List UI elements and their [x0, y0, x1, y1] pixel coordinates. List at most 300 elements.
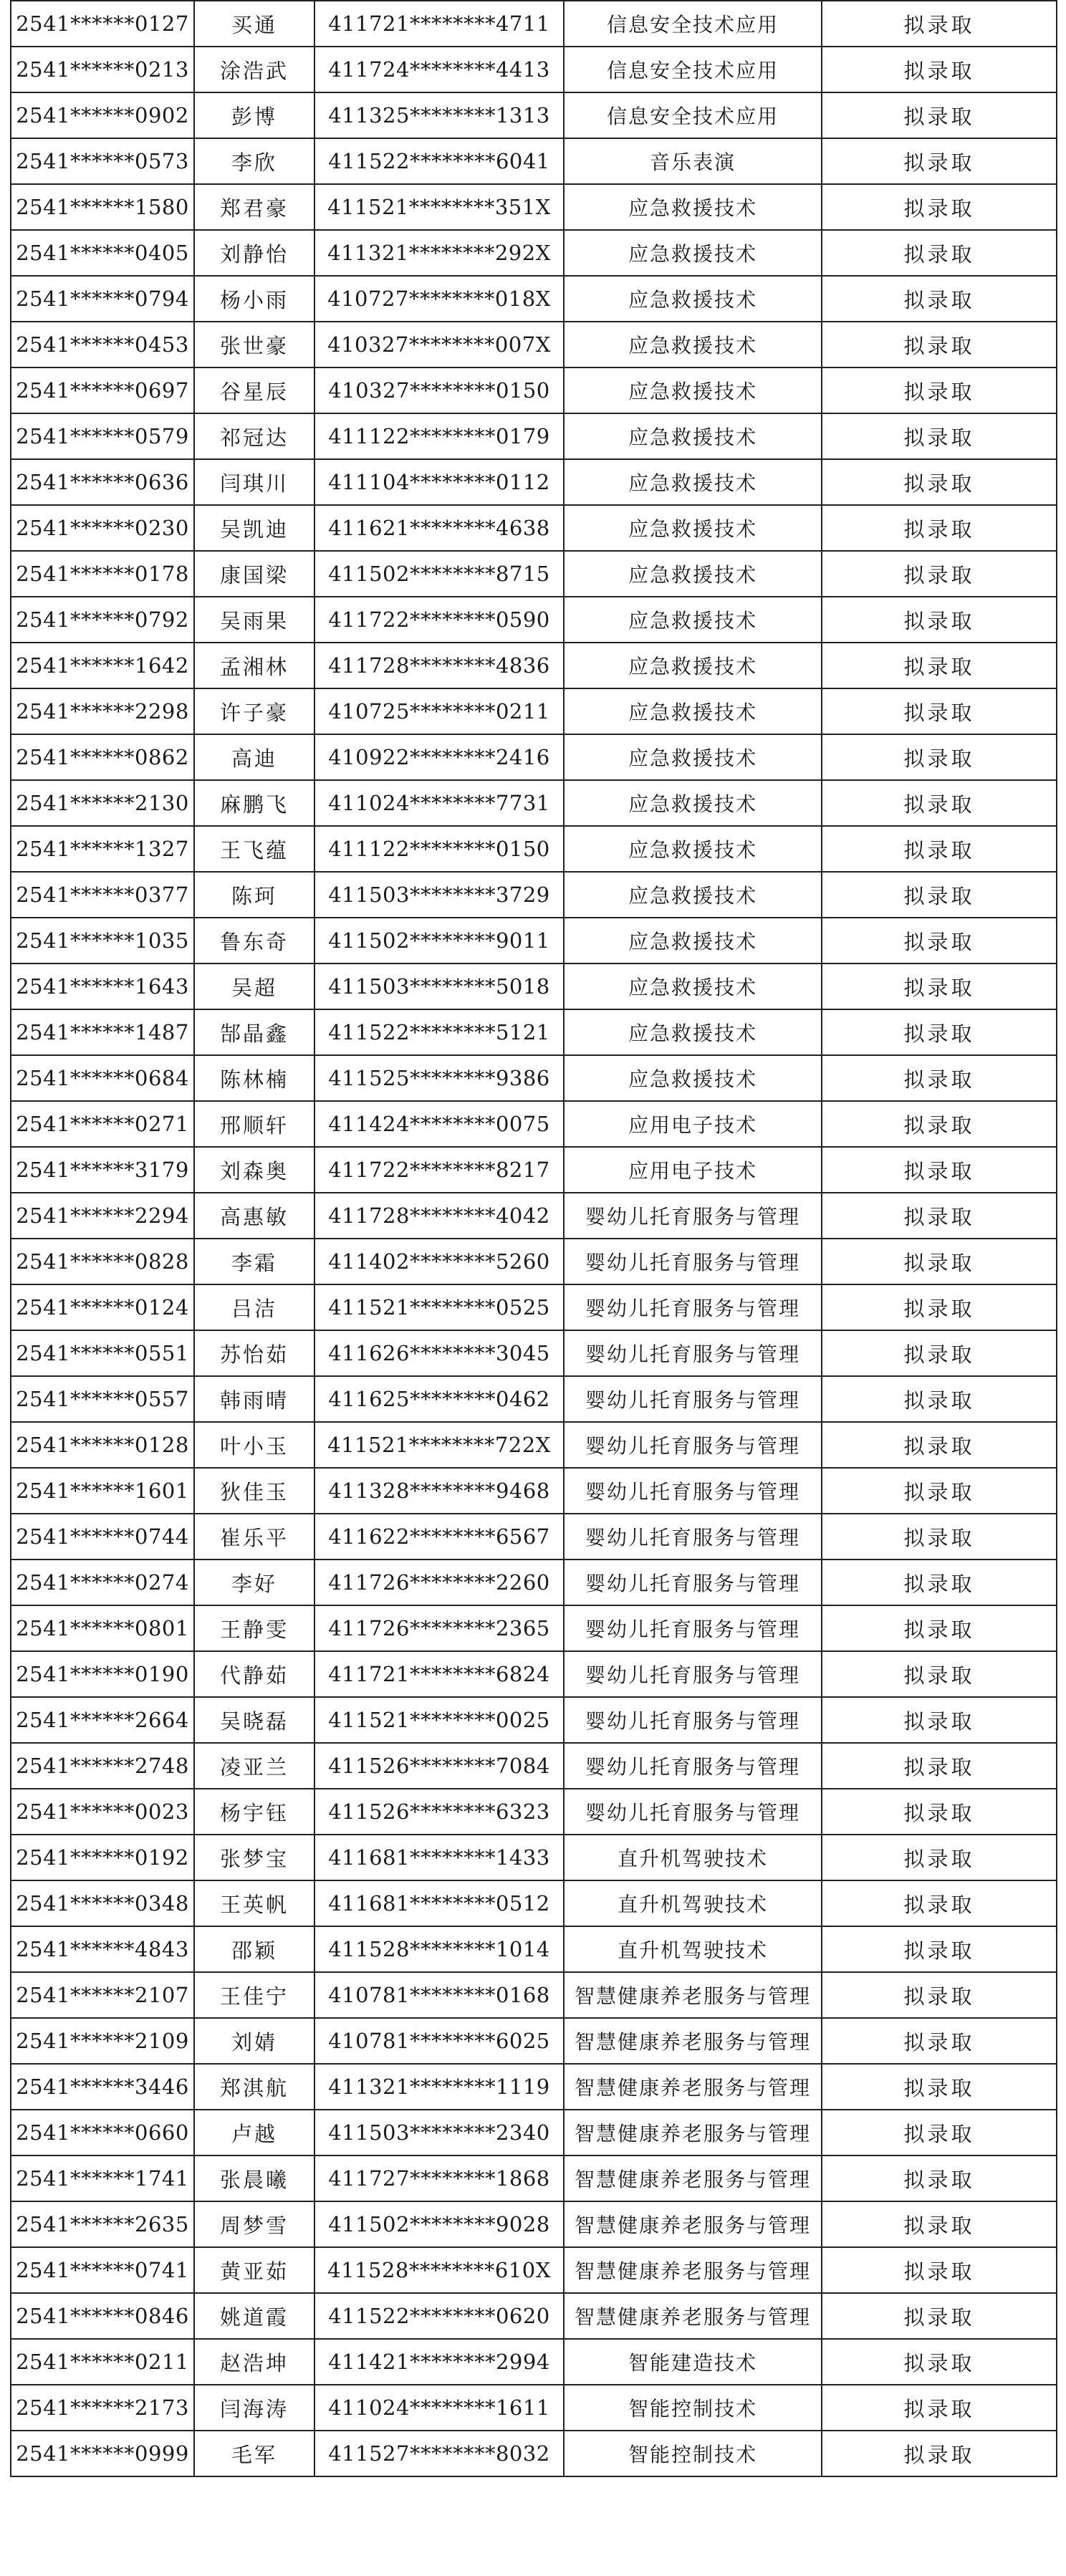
table-row [11, 597, 1057, 643]
student-name-cell: 康国梁 [194, 551, 314, 597]
admission-status-cell: 拟录取 [822, 1514, 1057, 1559]
major-cell: 婴幼儿托育服务与管理 [564, 1743, 822, 1789]
major-cell: 智慧健康养老服务与管理 [564, 2247, 822, 2293]
id-number-cell: 411721********4711 [314, 1, 564, 47]
admission-status-cell: 拟录取 [822, 2385, 1057, 2431]
student-name-cell: 狄佳玉 [194, 1468, 314, 1514]
admission-status-cell: 拟录取 [822, 1330, 1057, 1376]
student-name-cell: 凌亚兰 [194, 1743, 314, 1789]
exam-number-cell: 2541******0744 [11, 1514, 194, 1559]
major-cell: 婴幼儿托育服务与管理 [564, 1376, 822, 1422]
table-row [11, 1880, 1057, 1926]
admission-status-cell: 拟录取 [822, 367, 1057, 413]
major-cell: 智慧健康养老服务与管理 [564, 2201, 822, 2247]
admission-status-cell: 拟录取 [822, 459, 1057, 505]
id-number-cell: 411622********6567 [314, 1514, 564, 1559]
exam-number-cell: 2541******1642 [11, 643, 194, 688]
admission-status-cell: 拟录取 [822, 1926, 1057, 1972]
major-cell: 智能控制技术 [564, 2385, 822, 2431]
exam-number-cell: 2541******0794 [11, 276, 194, 322]
exam-number-cell: 2541******0846 [11, 2293, 194, 2339]
id-number-cell: 411681********0512 [314, 1880, 564, 1926]
id-number-cell: 411526********6323 [314, 1789, 564, 1835]
exam-number-cell: 2541******0684 [11, 1055, 194, 1101]
id-number-cell: 411721********6824 [314, 1651, 564, 1697]
exam-number-cell: 2541******1487 [11, 1009, 194, 1055]
id-number-cell: 410327********0150 [314, 367, 564, 413]
exam-number-cell: 2541******0636 [11, 459, 194, 505]
table-row [11, 459, 1057, 505]
table-row [11, 734, 1057, 780]
exam-number-cell: 2541******0190 [11, 1651, 194, 1697]
id-number-cell: 411726********2260 [314, 1559, 564, 1605]
table-row [11, 1789, 1057, 1835]
student-name-cell: 姚道霞 [194, 2293, 314, 2339]
admission-status-cell: 拟录取 [822, 963, 1057, 1009]
admission-status-cell: 拟录取 [822, 1055, 1057, 1101]
major-cell: 婴幼儿托育服务与管理 [564, 1330, 822, 1376]
table-row [11, 2293, 1057, 2339]
id-number-cell: 411726********2365 [314, 1605, 564, 1651]
exam-number-cell: 2541******2130 [11, 780, 194, 826]
table-row [11, 1330, 1057, 1376]
admission-status-cell: 拟录取 [822, 2156, 1057, 2201]
id-number-cell: 411328********9468 [314, 1468, 564, 1514]
id-number-cell: 411024********1611 [314, 2385, 564, 2431]
table-row [11, 1514, 1057, 1559]
exam-number-cell: 2541******0023 [11, 1789, 194, 1835]
table-row [11, 780, 1057, 826]
exam-number-cell: 2541******2173 [11, 2385, 194, 2431]
id-number-cell: 411503********3729 [314, 872, 564, 918]
major-cell: 婴幼儿托育服务与管理 [564, 1514, 822, 1559]
student-name-cell: 王静雯 [194, 1605, 314, 1651]
exam-number-cell: 2541******2298 [11, 688, 194, 734]
student-name-cell: 吴凯迪 [194, 505, 314, 551]
id-number-cell: 411503********2340 [314, 2110, 564, 2156]
student-name-cell: 叶小玉 [194, 1422, 314, 1468]
admission-roster-sheet [10, 0, 1056, 2477]
exam-number-cell: 2541******0792 [11, 597, 194, 643]
major-cell: 应急救援技术 [564, 551, 822, 597]
exam-number-cell: 2541******0579 [11, 413, 194, 459]
student-name-cell: 刘婧 [194, 2018, 314, 2064]
exam-number-cell: 2541******1601 [11, 1468, 194, 1514]
admission-status-cell: 拟录取 [822, 230, 1057, 276]
admission-status-cell: 拟录取 [822, 92, 1057, 138]
exam-number-cell: 2541******1035 [11, 918, 194, 963]
table-row [11, 1284, 1057, 1330]
student-name-cell: 王英帆 [194, 1880, 314, 1926]
admission-status-cell: 拟录取 [822, 1147, 1057, 1193]
id-number-cell: 411528********610X [314, 2247, 564, 2293]
admission-status-cell: 拟录取 [822, 1789, 1057, 1835]
admission-status-cell: 拟录取 [822, 138, 1057, 184]
major-cell: 应急救援技术 [564, 367, 822, 413]
id-number-cell: 410781********0168 [314, 1972, 564, 2018]
admission-status-cell: 拟录取 [822, 1239, 1057, 1284]
table-row [11, 688, 1057, 734]
admission-status-cell: 拟录取 [822, 1697, 1057, 1743]
student-name-cell: 李霜 [194, 1239, 314, 1284]
student-name-cell: 吕洁 [194, 1284, 314, 1330]
student-name-cell: 高迪 [194, 734, 314, 780]
table-row [11, 230, 1057, 276]
admission-status-cell: 拟录取 [822, 47, 1057, 92]
student-name-cell: 吴雨果 [194, 597, 314, 643]
major-cell: 婴幼儿托育服务与管理 [564, 1559, 822, 1605]
exam-number-cell: 2541******0271 [11, 1101, 194, 1147]
exam-number-cell: 2541******3446 [11, 2064, 194, 2110]
id-number-cell: 411521********0025 [314, 1697, 564, 1743]
table-row [11, 322, 1057, 367]
id-number-cell: 411521********0525 [314, 1284, 564, 1330]
exam-number-cell: 2541******0999 [11, 2431, 194, 2476]
exam-number-cell: 2541******0902 [11, 92, 194, 138]
student-name-cell: 彭博 [194, 92, 314, 138]
major-cell: 应用电子技术 [564, 1147, 822, 1193]
table-row [11, 2156, 1057, 2201]
major-cell: 婴幼儿托育服务与管理 [564, 1605, 822, 1651]
id-number-cell: 410781********6025 [314, 2018, 564, 2064]
major-cell: 应急救援技术 [564, 184, 822, 230]
table-row [11, 2431, 1057, 2476]
id-number-cell: 411527********8032 [314, 2431, 564, 2476]
student-name-cell: 王飞蕴 [194, 826, 314, 872]
major-cell: 应急救援技术 [564, 780, 822, 826]
student-name-cell: 韩雨晴 [194, 1376, 314, 1422]
admission-status-cell: 拟录取 [822, 1972, 1057, 2018]
admission-status-cell: 拟录取 [822, 1559, 1057, 1605]
student-name-cell: 高惠敏 [194, 1193, 314, 1239]
exam-number-cell: 2541******0348 [11, 1880, 194, 1926]
exam-number-cell: 2541******2664 [11, 1697, 194, 1743]
major-cell: 直升机驾驶技术 [564, 1926, 822, 1972]
exam-number-cell: 2541******0697 [11, 367, 194, 413]
admission-status-cell: 拟录取 [822, 322, 1057, 367]
major-cell: 智慧健康养老服务与管理 [564, 2064, 822, 2110]
major-cell: 智慧健康养老服务与管理 [564, 2156, 822, 2201]
student-name-cell: 许子豪 [194, 688, 314, 734]
id-number-cell: 410922********2416 [314, 734, 564, 780]
student-name-cell: 刘静怡 [194, 230, 314, 276]
major-cell: 应急救援技术 [564, 918, 822, 963]
student-name-cell: 赵浩坤 [194, 2339, 314, 2385]
table-row [11, 1605, 1057, 1651]
table-row [11, 1009, 1057, 1055]
id-number-cell: 411727********1868 [314, 2156, 564, 2201]
id-number-cell: 411728********4042 [314, 1193, 564, 1239]
id-number-cell: 411122********0150 [314, 826, 564, 872]
admission-status-cell: 拟录取 [822, 2293, 1057, 2339]
table-row [11, 826, 1057, 872]
exam-number-cell: 2541******2109 [11, 2018, 194, 2064]
exam-number-cell: 2541******0828 [11, 1239, 194, 1284]
major-cell: 应急救援技术 [564, 459, 822, 505]
exam-number-cell: 2541******0128 [11, 1422, 194, 1468]
exam-number-cell: 2541******0213 [11, 47, 194, 92]
student-name-cell: 吴超 [194, 963, 314, 1009]
student-name-cell: 毛军 [194, 2431, 314, 2476]
table-row [11, 413, 1057, 459]
admission-status-cell: 拟录取 [822, 2110, 1057, 2156]
admission-status-cell: 拟录取 [822, 2339, 1057, 2385]
table-row [11, 1055, 1057, 1101]
id-number-cell: 411722********0590 [314, 597, 564, 643]
admission-status-cell: 拟录取 [822, 1835, 1057, 1880]
admission-status-cell: 拟录取 [822, 1, 1057, 47]
table-row [11, 1559, 1057, 1605]
id-number-cell: 411522********6041 [314, 138, 564, 184]
admission-status-cell: 拟录取 [822, 826, 1057, 872]
major-cell: 婴幼儿托育服务与管理 [564, 1193, 822, 1239]
id-number-cell: 411321********292X [314, 230, 564, 276]
major-cell: 应急救援技术 [564, 1009, 822, 1055]
id-number-cell: 411728********4836 [314, 643, 564, 688]
table-row [11, 2110, 1057, 2156]
id-number-cell: 411521********351X [314, 184, 564, 230]
major-cell: 智慧健康养老服务与管理 [564, 1972, 822, 2018]
student-name-cell: 杨小雨 [194, 276, 314, 322]
exam-number-cell: 2541******1580 [11, 184, 194, 230]
admission-status-cell: 拟录取 [822, 1651, 1057, 1697]
roster-body [11, 1, 1057, 2476]
id-number-cell: 411522********0620 [314, 2293, 564, 2339]
table-row [11, 1835, 1057, 1880]
student-name-cell: 闫海涛 [194, 2385, 314, 2431]
exam-number-cell: 2541******0377 [11, 872, 194, 918]
student-name-cell: 郑淇航 [194, 2064, 314, 2110]
major-cell: 应急救援技术 [564, 1055, 822, 1101]
exam-number-cell: 2541******0124 [11, 1284, 194, 1330]
student-name-cell: 邢顺轩 [194, 1101, 314, 1147]
exam-number-cell: 2541******0211 [11, 2339, 194, 2385]
admission-status-cell: 拟录取 [822, 276, 1057, 322]
id-number-cell: 411024********7731 [314, 780, 564, 826]
major-cell: 应急救援技术 [564, 734, 822, 780]
id-number-cell: 411521********722X [314, 1422, 564, 1468]
table-row [11, 2247, 1057, 2293]
table-row [11, 1, 1057, 47]
major-cell: 信息安全技术应用 [564, 47, 822, 92]
major-cell: 应急救援技术 [564, 643, 822, 688]
exam-number-cell: 2541******2748 [11, 1743, 194, 1789]
id-number-cell: 411625********0462 [314, 1376, 564, 1422]
student-name-cell: 鲁东奇 [194, 918, 314, 963]
id-number-cell: 411402********5260 [314, 1239, 564, 1284]
admission-status-cell: 拟录取 [822, 2431, 1057, 2476]
id-number-cell: 411424********0075 [314, 1101, 564, 1147]
id-number-cell: 411503********5018 [314, 963, 564, 1009]
major-cell: 婴幼儿托育服务与管理 [564, 1697, 822, 1743]
admission-status-cell: 拟录取 [822, 1880, 1057, 1926]
admission-roster-table [10, 0, 1057, 2477]
major-cell: 婴幼儿托育服务与管理 [564, 1422, 822, 1468]
admission-status-cell: 拟录取 [822, 1422, 1057, 1468]
student-name-cell: 麻鹏飞 [194, 780, 314, 826]
exam-number-cell: 2541******0862 [11, 734, 194, 780]
admission-status-cell: 拟录取 [822, 1193, 1057, 1239]
student-name-cell: 周梦雪 [194, 2201, 314, 2247]
admission-status-cell: 拟录取 [822, 1101, 1057, 1147]
table-row [11, 1147, 1057, 1193]
table-row [11, 47, 1057, 92]
admission-status-cell: 拟录取 [822, 1468, 1057, 1514]
admission-status-cell: 拟录取 [822, 597, 1057, 643]
exam-number-cell: 2541******0274 [11, 1559, 194, 1605]
table-row [11, 1239, 1057, 1284]
table-row [11, 1101, 1057, 1147]
table-row [11, 276, 1057, 322]
admission-status-cell: 拟录取 [822, 1009, 1057, 1055]
major-cell: 信息安全技术应用 [564, 1, 822, 47]
exam-number-cell: 2541******1741 [11, 2156, 194, 2201]
admission-status-cell: 拟录取 [822, 872, 1057, 918]
table-row [11, 2339, 1057, 2385]
id-number-cell: 411722********8217 [314, 1147, 564, 1193]
student-name-cell: 苏怡茹 [194, 1330, 314, 1376]
student-name-cell: 郜晶鑫 [194, 1009, 314, 1055]
table-row [11, 872, 1057, 918]
major-cell: 应急救援技术 [564, 826, 822, 872]
major-cell: 智能建造技术 [564, 2339, 822, 2385]
major-cell: 应急救援技术 [564, 276, 822, 322]
exam-number-cell: 2541******0127 [11, 1, 194, 47]
major-cell: 音乐表演 [564, 138, 822, 184]
admission-status-cell: 拟录取 [822, 688, 1057, 734]
major-cell: 应急救援技术 [564, 963, 822, 1009]
student-name-cell: 祁冠达 [194, 413, 314, 459]
admission-status-cell: 拟录取 [822, 2018, 1057, 2064]
major-cell: 应急救援技术 [564, 322, 822, 367]
admission-status-cell: 拟录取 [822, 2247, 1057, 2293]
major-cell: 智慧健康养老服务与管理 [564, 2110, 822, 2156]
table-row [11, 1468, 1057, 1514]
admission-status-cell: 拟录取 [822, 1284, 1057, 1330]
major-cell: 婴幼儿托育服务与管理 [564, 1651, 822, 1697]
admission-status-cell: 拟录取 [822, 734, 1057, 780]
student-name-cell: 孟湘林 [194, 643, 314, 688]
table-row [11, 184, 1057, 230]
student-name-cell: 刘森奥 [194, 1147, 314, 1193]
table-row [11, 2064, 1057, 2110]
id-number-cell: 411325********1313 [314, 92, 564, 138]
admission-status-cell: 拟录取 [822, 551, 1057, 597]
student-name-cell: 王佳宁 [194, 1972, 314, 2018]
student-name-cell: 李欣 [194, 138, 314, 184]
exam-number-cell: 2541******3179 [11, 1147, 194, 1193]
exam-number-cell: 2541******0453 [11, 322, 194, 367]
student-name-cell: 买通 [194, 1, 314, 47]
exam-number-cell: 2541******2107 [11, 1972, 194, 2018]
id-number-cell: 410327********007X [314, 322, 564, 367]
id-number-cell: 411526********7084 [314, 1743, 564, 1789]
major-cell: 应急救援技术 [564, 230, 822, 276]
exam-number-cell: 2541******0405 [11, 230, 194, 276]
major-cell: 婴幼儿托育服务与管理 [564, 1789, 822, 1835]
admission-status-cell: 拟录取 [822, 643, 1057, 688]
exam-number-cell: 2541******0551 [11, 1330, 194, 1376]
student-name-cell: 谷星辰 [194, 367, 314, 413]
student-name-cell: 邵颖 [194, 1926, 314, 1972]
id-number-cell: 411525********9386 [314, 1055, 564, 1101]
id-number-cell: 411502********9011 [314, 918, 564, 963]
exam-number-cell: 2541******0801 [11, 1605, 194, 1651]
id-number-cell: 411522********5121 [314, 1009, 564, 1055]
exam-number-cell: 2541******0741 [11, 2247, 194, 2293]
table-row [11, 1697, 1057, 1743]
student-name-cell: 张晨曦 [194, 2156, 314, 2201]
student-name-cell: 李好 [194, 1559, 314, 1605]
table-row [11, 1651, 1057, 1697]
exam-number-cell: 2541******0557 [11, 1376, 194, 1422]
table-row [11, 1422, 1057, 1468]
student-name-cell: 张世豪 [194, 322, 314, 367]
student-name-cell: 陈林楠 [194, 1055, 314, 1101]
table-row [11, 2201, 1057, 2247]
major-cell: 直升机驾驶技术 [564, 1880, 822, 1926]
student-name-cell: 陈珂 [194, 872, 314, 918]
student-name-cell: 黄亚茹 [194, 2247, 314, 2293]
id-number-cell: 411681********1433 [314, 1835, 564, 1880]
student-name-cell: 吴晓磊 [194, 1697, 314, 1743]
major-cell: 智慧健康养老服务与管理 [564, 2293, 822, 2339]
student-name-cell: 崔乐平 [194, 1514, 314, 1559]
table-row [11, 92, 1057, 138]
exam-number-cell: 2541******0573 [11, 138, 194, 184]
table-row [11, 918, 1057, 963]
id-number-cell: 411104********0112 [314, 459, 564, 505]
student-name-cell: 郑君豪 [194, 184, 314, 230]
admission-status-cell: 拟录取 [822, 413, 1057, 459]
table-row [11, 963, 1057, 1009]
table-row [11, 643, 1057, 688]
exam-number-cell: 2541******0192 [11, 1835, 194, 1880]
major-cell: 智慧健康养老服务与管理 [564, 2018, 822, 2064]
admission-status-cell: 拟录取 [822, 1605, 1057, 1651]
id-number-cell: 411626********3045 [314, 1330, 564, 1376]
id-number-cell: 411122********0179 [314, 413, 564, 459]
table-row [11, 138, 1057, 184]
student-name-cell: 卢越 [194, 2110, 314, 2156]
id-number-cell: 411421********2994 [314, 2339, 564, 2385]
major-cell: 应急救援技术 [564, 872, 822, 918]
table-row [11, 367, 1057, 413]
exam-number-cell: 2541******0178 [11, 551, 194, 597]
exam-number-cell: 2541******0660 [11, 2110, 194, 2156]
admission-status-cell: 拟录取 [822, 184, 1057, 230]
major-cell: 智能控制技术 [564, 2431, 822, 2476]
major-cell: 应急救援技术 [564, 597, 822, 643]
table-row [11, 1193, 1057, 1239]
exam-number-cell: 2541******2635 [11, 2201, 194, 2247]
major-cell: 应用电子技术 [564, 1101, 822, 1147]
id-number-cell: 411502********8715 [314, 551, 564, 597]
student-name-cell: 代静茹 [194, 1651, 314, 1697]
exam-number-cell: 2541******4843 [11, 1926, 194, 1972]
major-cell: 应急救援技术 [564, 413, 822, 459]
id-number-cell: 411528********1014 [314, 1926, 564, 1972]
major-cell: 婴幼儿托育服务与管理 [564, 1284, 822, 1330]
major-cell: 婴幼儿托育服务与管理 [564, 1239, 822, 1284]
admission-status-cell: 拟录取 [822, 1376, 1057, 1422]
table-row [11, 1926, 1057, 1972]
id-number-cell: 411502********9028 [314, 2201, 564, 2247]
major-cell: 信息安全技术应用 [564, 92, 822, 138]
id-number-cell: 411621********4638 [314, 505, 564, 551]
table-row [11, 1743, 1057, 1789]
exam-number-cell: 2541******0230 [11, 505, 194, 551]
